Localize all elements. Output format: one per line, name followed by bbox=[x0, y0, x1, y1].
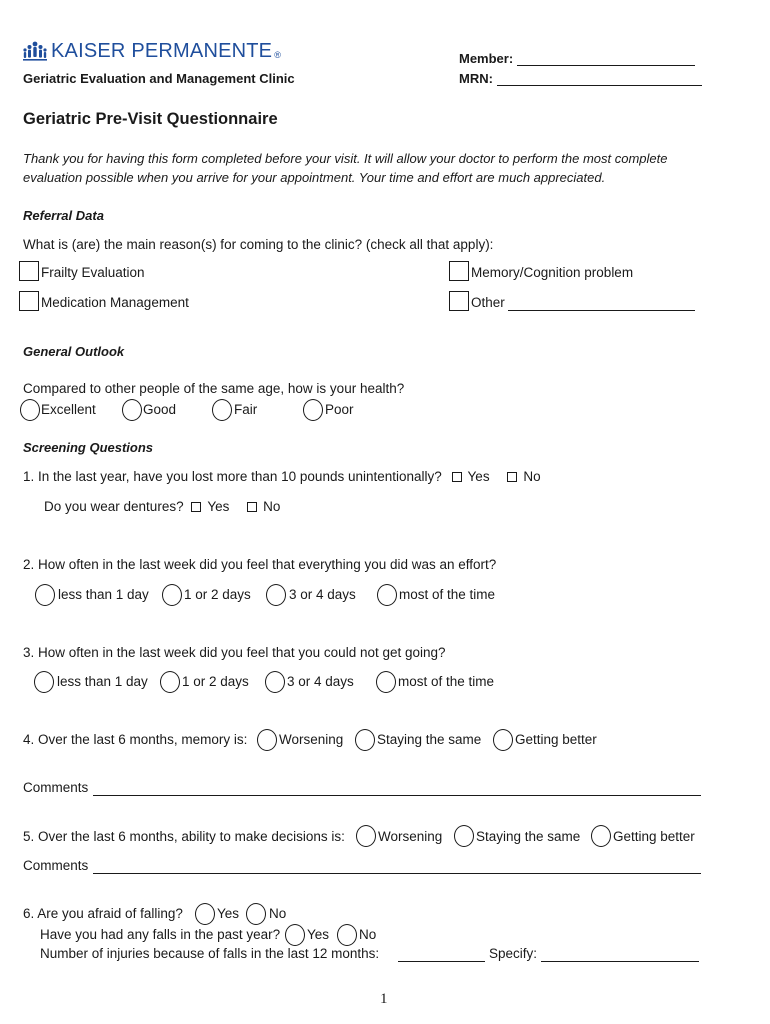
q1-no-option[interactable] bbox=[507, 469, 540, 484]
referral-question: What is (are) the main reason(s) for coming to the clinic? (check all that apply): bbox=[23, 237, 494, 252]
member-field bbox=[459, 51, 695, 66]
page-title: Geriatric Pre-Visit Questionnaire bbox=[23, 110, 278, 128]
q3-most-of-the-time-label: most of the time bbox=[398, 674, 495, 689]
specify-label: Specify: bbox=[489, 946, 538, 961]
other-input-line[interactable] bbox=[508, 310, 695, 311]
dentures-yes-option[interactable] bbox=[191, 499, 229, 514]
question-5: 5. Over the last 6 months, ability to make decisions is: bbox=[23, 829, 345, 844]
q1-yes-option[interactable] bbox=[452, 469, 490, 484]
mrn-field bbox=[459, 71, 702, 86]
q5-staying-same-label: Staying the same bbox=[476, 829, 581, 844]
q3-3-or-4-days-label: 3 or 4 days bbox=[287, 674, 354, 689]
q5-staying-same-radio[interactable] bbox=[454, 825, 474, 847]
q3-1-or-2-days-radio[interactable] bbox=[160, 671, 180, 693]
dentures-yes-checkbox[interactable] bbox=[191, 502, 201, 512]
dentures-yes-label: Yes bbox=[207, 499, 230, 514]
fair-label: Fair bbox=[234, 402, 258, 417]
frailty-checkbox[interactable] bbox=[19, 261, 39, 281]
q3-less-than-1-day-radio[interactable] bbox=[34, 671, 54, 693]
excellent-radio[interactable] bbox=[20, 399, 40, 421]
dentures-no-label: No bbox=[263, 499, 281, 514]
kaiser-people-icon bbox=[23, 41, 47, 63]
intro-text-line-1: Thank you for having this form completed before your visit. It will allow your doctor to perform the most complete bbox=[23, 151, 668, 166]
q6b-yes-label: Yes bbox=[307, 927, 330, 942]
q4-getting-better-label: Getting better bbox=[515, 732, 597, 747]
medication-label: Medication Management bbox=[41, 295, 189, 310]
outlook-heading: General Outlook bbox=[23, 344, 125, 359]
q5-getting-better-radio[interactable] bbox=[591, 825, 611, 847]
mrn-label: MRN: bbox=[459, 71, 493, 86]
q2-most-of-the-time-radio[interactable] bbox=[377, 584, 397, 606]
question-2: 2. How often in the last week did you feel that everything you did was an effort? bbox=[23, 557, 497, 572]
member-label: Member: bbox=[459, 51, 514, 66]
brand-name: KAISER PERMANENTE bbox=[51, 40, 273, 62]
q5-worsening-label: Worsening bbox=[378, 829, 443, 844]
mrn-input-line[interactable] bbox=[497, 71, 702, 86]
page-number: 1 bbox=[380, 991, 388, 1007]
q6-yes-radio[interactable] bbox=[195, 903, 215, 925]
poor-label: Poor bbox=[325, 402, 354, 417]
excellent-label: Excellent bbox=[41, 402, 96, 417]
good-radio[interactable] bbox=[122, 399, 142, 421]
dentures-no-option[interactable] bbox=[247, 499, 280, 514]
q5-comments-line[interactable] bbox=[93, 873, 701, 874]
q4-comments-line[interactable] bbox=[93, 795, 701, 796]
q4-worsening-radio[interactable] bbox=[257, 729, 277, 751]
q5-comments-label: Comments bbox=[23, 858, 89, 873]
q3-1-or-2-days-label: 1 or 2 days bbox=[182, 674, 249, 689]
q4-worsening-label: Worsening bbox=[279, 732, 344, 747]
q2-1-or-2-days-radio[interactable] bbox=[162, 584, 182, 606]
q4-getting-better-radio[interactable] bbox=[493, 729, 513, 751]
q6b-no-radio[interactable] bbox=[337, 924, 357, 946]
kaiser-logo bbox=[23, 40, 281, 63]
q5-worsening-radio[interactable] bbox=[356, 825, 376, 847]
outlook-question: Compared to other people of the same age, how is your health? bbox=[23, 381, 405, 396]
q1-no-checkbox[interactable] bbox=[507, 472, 517, 482]
memory-label: Memory/Cognition problem bbox=[471, 265, 634, 280]
other-label: Other bbox=[471, 295, 505, 310]
intro-text-line-2: evaluation possible when you arrive for your appointment. Your time and effort are much appreciated. bbox=[23, 170, 606, 185]
referral-heading: Referral Data bbox=[23, 208, 104, 223]
question-1 bbox=[23, 469, 541, 484]
q3-3-or-4-days-radio[interactable] bbox=[265, 671, 285, 693]
q1-no-label: No bbox=[523, 469, 541, 484]
q6b-no-label: No bbox=[359, 927, 377, 942]
injuries-count-line[interactable] bbox=[398, 961, 485, 962]
memory-checkbox[interactable] bbox=[449, 261, 469, 281]
q3-most-of-the-time-radio[interactable] bbox=[376, 671, 396, 693]
registered-mark: ® bbox=[274, 49, 281, 60]
specify-input-line[interactable] bbox=[541, 961, 699, 962]
q1-yes-label: Yes bbox=[467, 469, 490, 484]
question-1b bbox=[44, 499, 280, 514]
q4-staying-same-radio[interactable] bbox=[355, 729, 375, 751]
question-1-text: 1. In the last year, have you lost more than 10 pounds unintentionally? bbox=[23, 469, 442, 484]
medication-checkbox[interactable] bbox=[19, 291, 39, 311]
other-checkbox[interactable] bbox=[449, 291, 469, 311]
q6-yes-label: Yes bbox=[217, 906, 240, 921]
q2-most-of-the-time-label: most of the time bbox=[399, 587, 496, 602]
question-6b: Have you had any falls in the past year? bbox=[40, 927, 281, 942]
question-1b-text: Do you wear dentures? bbox=[44, 499, 184, 514]
question-6c: Number of injuries because of falls in the last 12 months: bbox=[40, 946, 380, 961]
good-label: Good bbox=[143, 402, 177, 417]
q2-1-or-2-days-label: 1 or 2 days bbox=[184, 587, 251, 602]
q1-yes-checkbox[interactable] bbox=[452, 472, 462, 482]
question-4: 4. Over the last 6 months, memory is: bbox=[23, 732, 248, 747]
screening-heading: Screening Questions bbox=[23, 440, 154, 455]
q4-staying-same-label: Staying the same bbox=[377, 732, 482, 747]
dentures-no-checkbox[interactable] bbox=[247, 502, 257, 512]
clinic-name: Geriatric Evaluation and Management Clinic bbox=[23, 71, 295, 86]
q6b-yes-radio[interactable] bbox=[285, 924, 305, 946]
fair-radio[interactable] bbox=[212, 399, 232, 421]
q2-3-or-4-days-label: 3 or 4 days bbox=[289, 587, 356, 602]
q2-3-or-4-days-radio[interactable] bbox=[266, 584, 286, 606]
q4-comments-label: Comments bbox=[23, 780, 89, 795]
question-6: 6. Are you afraid of falling? bbox=[23, 906, 183, 921]
q2-less-than-1-day-radio[interactable] bbox=[35, 584, 55, 606]
member-input-line[interactable] bbox=[517, 51, 695, 66]
frailty-label: Frailty Evaluation bbox=[41, 265, 145, 280]
q6-no-radio[interactable] bbox=[246, 903, 266, 925]
poor-radio[interactable] bbox=[303, 399, 323, 421]
q3-less-than-1-day-label: less than 1 day bbox=[57, 674, 148, 689]
q2-less-than-1-day-label: less than 1 day bbox=[58, 587, 149, 602]
q5-getting-better-label: Getting better bbox=[613, 829, 695, 844]
question-3: 3. How often in the last week did you feel that you could not get going? bbox=[23, 645, 446, 660]
q6-no-label: No bbox=[269, 906, 287, 921]
